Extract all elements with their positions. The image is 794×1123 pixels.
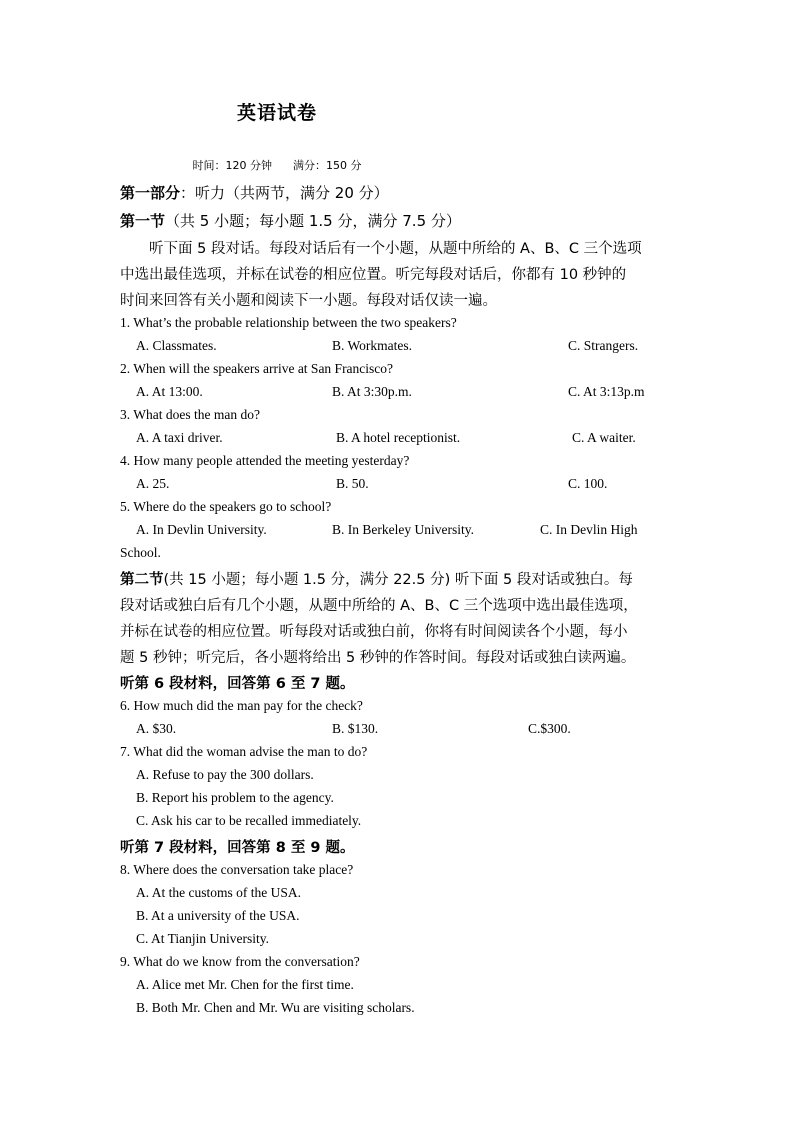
question-7-stem: 7. What did the woman advise the man to do? <box>120 744 368 759</box>
option-a: A. Refuse to pay the 300 dollars. <box>136 767 314 782</box>
option-a: A. $30. <box>136 721 177 736</box>
part1-heading-rest: ：听力（共两节，满分 20 分） <box>180 184 389 202</box>
option-a: A. At the customs of the USA. <box>136 885 301 900</box>
section2-line <box>120 568 633 589</box>
section1-heading-rest: （共 5 小题；每小题 1.5 分，满分 7.5 分） <box>165 212 461 230</box>
option-a: A. At 13:00. <box>136 384 203 399</box>
option-a: A. In Devlin University. <box>136 522 267 537</box>
question-2-options <box>136 384 674 402</box>
question-3-options <box>136 430 674 448</box>
question-8-stem: 8. Where does the conversation take place? <box>120 862 354 877</box>
part1-heading-bold: 第一部分 <box>120 184 181 202</box>
question-5-stem: 5. Where do the speakers go to school? <box>120 499 332 514</box>
exam-title: 英语试卷 <box>236 102 317 124</box>
option-b: B. Both Mr. Chen and Mr. Wu are visiting scholars. <box>136 1000 415 1015</box>
option-c: C. A waiter. <box>572 430 636 445</box>
option-c: C. Ask his car to be recalled immediately. <box>136 813 362 828</box>
option-c: C. At 3:13p.m <box>568 384 645 399</box>
option-b: B. In Berkeley University. <box>332 522 474 537</box>
question-3-stem: 3. What does the man do? <box>120 407 260 422</box>
material-6-heading: 听第 6 段材料，回答第 6 至 7 题。 <box>120 676 355 692</box>
question-1-options <box>136 338 674 356</box>
option-b: B. Report his problem to the agency. <box>136 790 334 805</box>
option-b: B. Workmates. <box>332 338 413 353</box>
section2-line-text: (共 15 小题；每小题 1.5 分，满分 22.5 分) 听下面 5 段对话或独白。每 <box>163 572 633 588</box>
question-5-options <box>136 522 674 540</box>
section1-heading <box>120 210 461 231</box>
option-a: A. 25. <box>136 476 170 491</box>
option-b: B. At 3:30p.m. <box>332 384 412 399</box>
option-c: C. 100. <box>568 476 608 491</box>
section2-line: 并标在试卷的相应位置。听每段对话或独白前，你将有时间阅读各个小题，每小 <box>120 624 628 640</box>
option-b: B. A hotel receptionist. <box>336 430 461 445</box>
question-5-option-c-continued: School. <box>120 545 161 560</box>
section1-instruction-line: 时间来回答有关小题和阅读下一小题。每段对话仅读一遍。 <box>120 293 497 309</box>
option-b: B. $130. <box>332 721 379 736</box>
option-a: A. Alice met Mr. Chen for the first time. <box>136 977 354 992</box>
exam-time-score: 时间：120 分钟 满分：150 分 <box>192 159 362 172</box>
question-4-stem: 4. How many people attended the meeting yesterday? <box>120 453 410 468</box>
section1-instruction-line: 听下面 5 段对话。每段对话后有一个小题，从题中所给的 A、B、C 三个选项 <box>120 241 642 257</box>
option-a: A. Classmates. <box>136 338 217 353</box>
question-1-stem: 1. What’s the probable relationship between the two speakers? <box>120 315 457 330</box>
section1-instruction-line: 中选出最佳选项，并标在试卷的相应位置。听完每段对话后，你都有 10 秒钟的 <box>120 267 627 283</box>
question-2-stem: 2. When will the speakers arrive at San Francisco? <box>120 361 394 376</box>
option-a: A. A taxi driver. <box>136 430 223 445</box>
option-b: B. 50. <box>336 476 369 491</box>
question-6-options <box>136 721 674 739</box>
option-c: C.$300. <box>528 721 571 736</box>
part1-heading <box>120 182 389 203</box>
question-4-options <box>136 476 674 494</box>
option-b: B. At a university of the USA. <box>136 908 300 923</box>
question-9-stem: 9. What do we know from the conversation? <box>120 954 360 969</box>
option-c: C. Strangers. <box>568 338 639 353</box>
section1-heading-bold: 第一节 <box>120 212 166 230</box>
option-c: C. At Tianjin University. <box>136 931 270 946</box>
option-c: C. In Devlin High <box>540 522 638 537</box>
material-7-heading: 听第 7 段材料，回答第 8 至 9 题。 <box>120 840 355 856</box>
section2-heading-bold: 第二节 <box>120 572 164 588</box>
section2-line: 题 5 秒钟；听完后，各小题将给出 5 秒钟的作答时间。每段对话或独白读两遍。 <box>120 650 636 666</box>
section2-line: 段对话或独白后有几个小题，从题中所给的 A、B、C 三个选项中选出最佳选项， <box>120 598 638 614</box>
question-6-stem: 6. How much did the man pay for the check? <box>120 698 363 713</box>
